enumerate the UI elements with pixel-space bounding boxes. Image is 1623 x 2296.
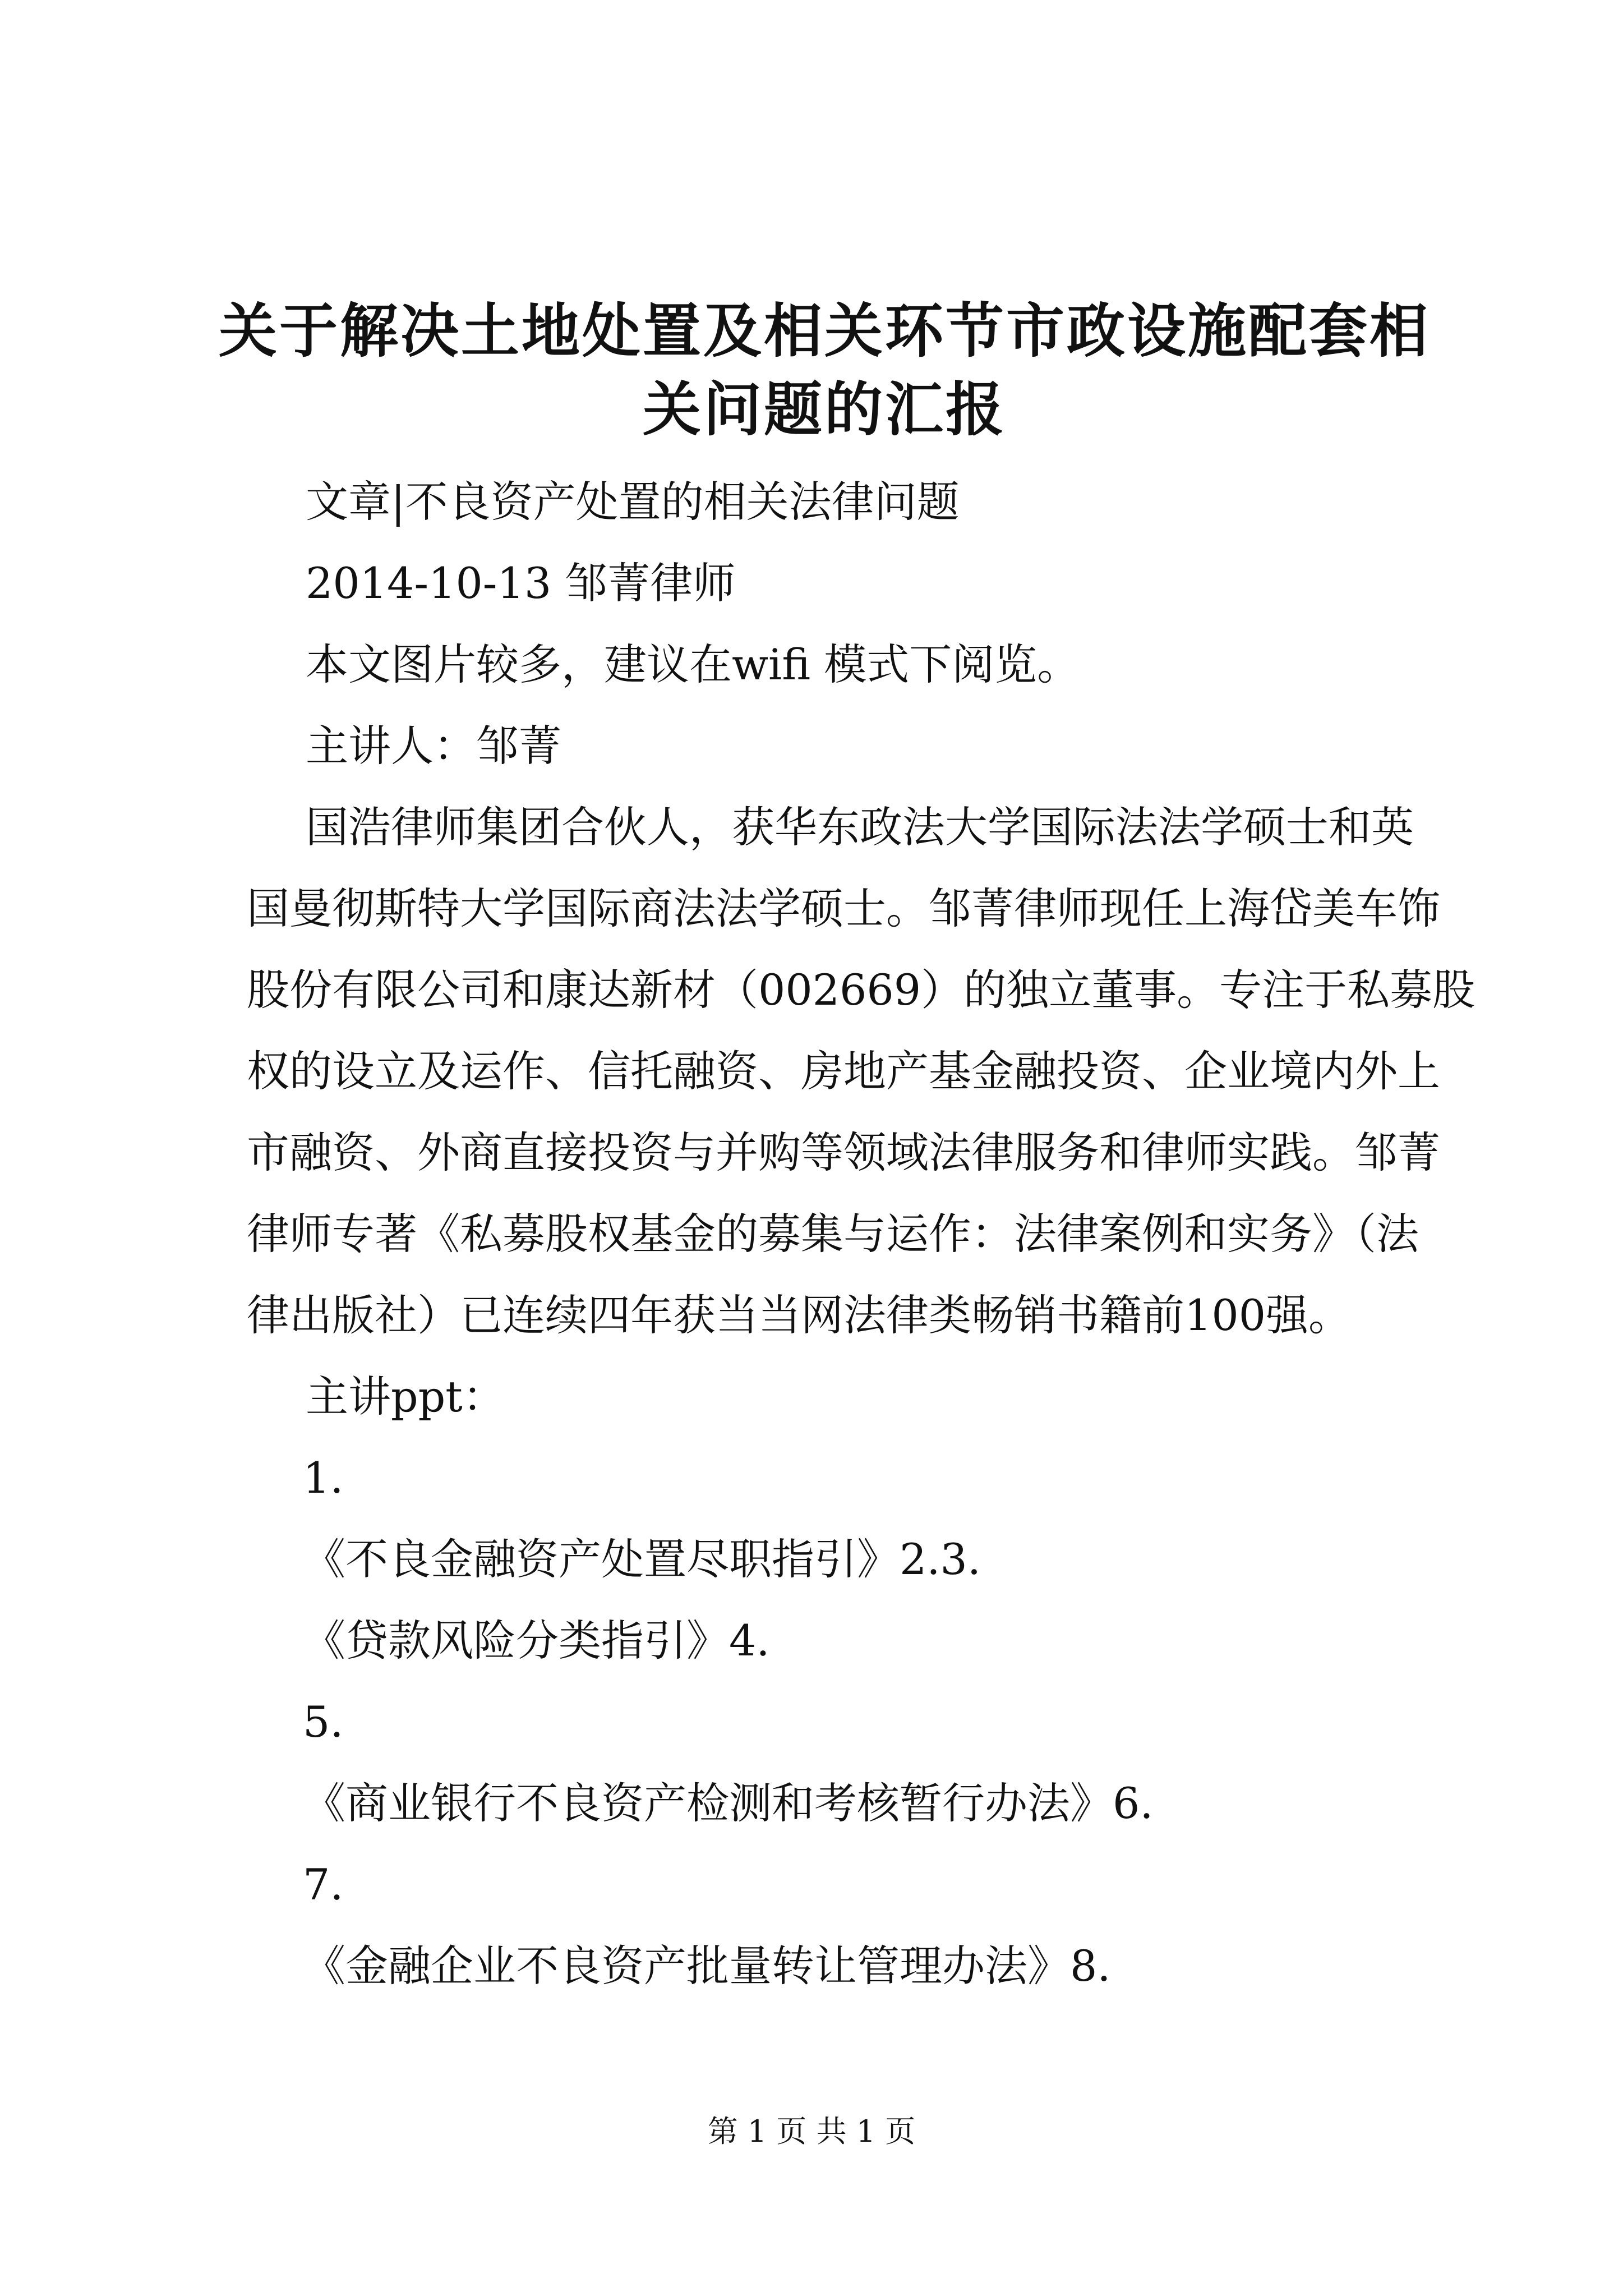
page-title-line-1: 关于解决土地处置及相关环节市政设施配套相 xyxy=(219,296,1431,365)
list-item-3: 《贷款风险分类指引》4. xyxy=(303,1616,770,1665)
bio-line-1: 国浩律师集团合伙人，获华东政法大学国际法法学硕士和英 xyxy=(306,802,1414,852)
page-footer: 第 1 页 共 1 页 xyxy=(707,2114,916,2149)
page-title-line-2: 关问题的汇报 xyxy=(642,375,1006,444)
bio-line-4: 权的设立及运作、信托融资、房地产基金融投资、企业境内外上 xyxy=(247,1046,1440,1096)
bio-line-3: 股份有限公司和康达新材（002669）的独立董事。专注于私募股 xyxy=(247,965,1476,1015)
bio-line-5: 市融资、外商直接投资与并购等领域法律服务和律师实践。邹菁 xyxy=(247,1128,1440,1177)
list-item-6: 7. xyxy=(303,1860,344,1910)
list-item-4: 5. xyxy=(303,1697,344,1747)
list-item-5: 《商业银行不良资产检测和考核暂行办法》6. xyxy=(303,1778,1154,1828)
bio-line-7: 律出版社）已连续四年获当当网法律类畅销书籍前100强。 xyxy=(247,1290,1352,1340)
article-subtitle: 文章|不良资产处置的相关法律问题 xyxy=(306,477,960,527)
ppt-label: 主讲ppt： xyxy=(306,1372,505,1421)
list-item-7: 《金融企业不良资产批量转让管理办法》8. xyxy=(303,1941,1111,1991)
list-item-2: 《不良金融资产处置尽职指引》2.3. xyxy=(303,1534,981,1584)
bio-line-6: 律师专著《私募股权基金的募集与运作：法律案例和实务》（法 xyxy=(247,1209,1419,1259)
speaker-line: 主讲人：邹菁 xyxy=(306,721,561,771)
list-item-1: 1. xyxy=(303,1453,344,1503)
bio-line-2: 国曼彻斯特大学国际商法法学硕士。邹菁律师现任上海岱美车饰 xyxy=(247,884,1440,933)
reading-notice: 本文图片较多，建议在wifi 模式下阅览。 xyxy=(306,639,1080,689)
date-author: 2014-10-13 邹菁律师 xyxy=(306,558,736,608)
